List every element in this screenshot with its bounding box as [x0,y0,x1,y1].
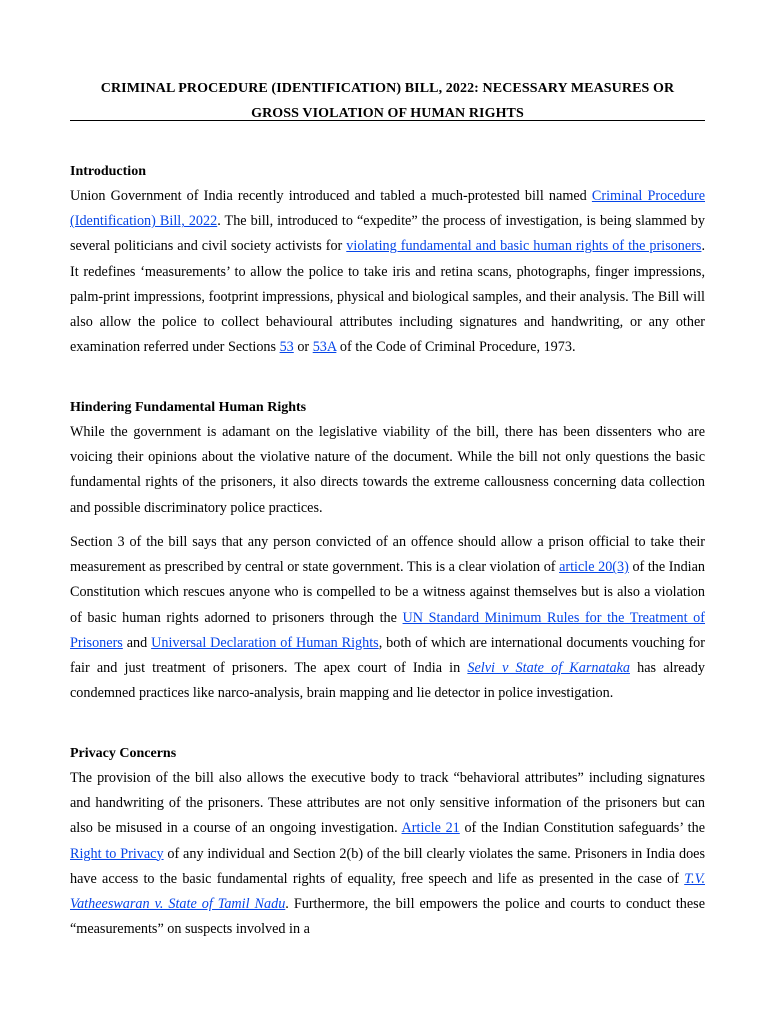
link-tv-vatheeswaran[interactable]: T.V. Vatheeswaran v. State of Tamil Nadu [70,870,705,913]
hindering-paragraph-2 [70,530,705,706]
heading-hindering-rights: Hindering Fundamental Human Rights [70,400,307,415]
link-section-53[interactable]: 53 [279,339,294,356]
text-run: The provision of the bill also allows the executive body to track “behavioral attributes” including signatures and handwriting of the prisoners. These attributes are not only sensitive information of the prisoners but can also be misused in a course of an ongoing investigation. [70,770,705,837]
text-run: has already condemned practices like narco-analysis, brain mapping and lie detector in police investigation. [70,660,705,702]
text-run: and [122,634,152,651]
text-run: . Furthermore, the bill empowers the police and courts to conduct these “measurements” on suspects involved in a [70,896,705,938]
text-run: of any individual and Section 2(b) of the bill clearly violates the same. Prisoners in India does have access to the basic fundamental rights of equality, free speech and life as presented in the case of [70,845,705,887]
text-run: Union Government of India recently introduced and tabled a much-protested bill named [70,188,592,204]
privacy-paragraph [70,766,705,942]
link-selvi-v-state-of-karnataka[interactable]: Selvi v State of Karnataka [467,660,630,677]
link-un-standard-minimum-rules[interactable]: UN Standard Minimum Rules for the Treatment of Prisoners [70,609,706,651]
heading-introduction: Introduction [70,164,146,179]
hindering-paragraph-1: While the government is adamant on the legislative viability of the bill, there has been dissenters who are voicing their opinions about the violative nature of the document. While the bill not only questions the basic fundamental rights of the prisoners, it also directs towards the extreme callousness concerning data collection and possible discriminatory police practices. [70,424,705,516]
title-divider [70,120,705,121]
link-violating-rights[interactable]: violating fundamental and basic human rights of the prisoners [346,238,702,255]
title-line-1: CRIMINAL PROCEDURE (IDENTIFICATION) BILL, 2022: NECESSARY MEASURES OR [100,81,675,96]
text-run: , both of which are international documents vouching for fair and just treatment of prisoners. The apex court of India in [70,634,705,677]
heading-privacy-concerns: Privacy Concerns [70,746,177,761]
text-run: Section 3 of the bill says that any person convicted of an offence should allow a prison official to take their measurement as prescribed by central or state government. This is a clear violation of [70,534,705,576]
link-article-21[interactable]: Article 21 [401,820,460,837]
link-universal-declaration[interactable]: Universal Declaration of Human Rights [151,634,379,651]
text-run: of the Indian Constitution safeguards’ the [459,820,705,837]
intro-paragraph [70,184,705,360]
link-right-to-privacy[interactable]: Right to Privacy [70,845,164,862]
text-run: of the Indian Constitution which rescues anyone who is compelled to be a witness against themselves but is also a violation of basic human rights adorned to prisoners through the [70,559,705,626]
document-title [70,76,705,126]
text-run: . The bill, introduced to “expedite” the process of investigation, is being slammed by several politicians and civil society activists for [70,213,705,255]
link-article-20-3[interactable]: article 20(3) [559,559,629,576]
text-run: of the Code of Criminal Procedure, 1973. [336,339,576,356]
text-run: . It redefines ‘measurements’ to allow the police to take iris and retina scans, photographs, finger impressions, palm-print impressions, footprint impressions, physical and biological samples, and their analysis. The Bill will also allow the police to collect behavioural attributes including signatures and handwriting, or any other examination referred under Sections [70,238,705,356]
title-line-2: GROSS VIOLATION OF HUMAN RIGHTS [251,106,524,121]
link-section-53a[interactable]: 53A [312,339,337,356]
text-run: or [293,339,313,356]
link-criminal-procedure-bill[interactable]: Criminal Procedure (Identification) Bill, 2022 [70,188,705,230]
